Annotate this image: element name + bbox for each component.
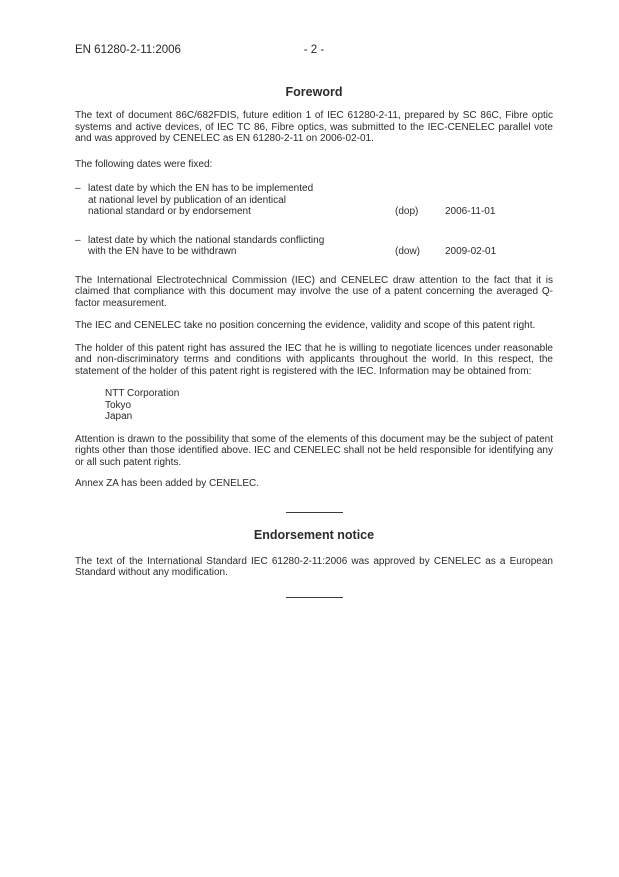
dash-bullet: – (75, 183, 81, 194)
date-item-line: national standard or by endorsement (88, 206, 251, 217)
dop-abbreviation: (dop) (395, 206, 419, 217)
page-content (75, 44, 553, 598)
separator-rule-top (286, 512, 343, 513)
date-item-line: latest date by which the national standards conflicting (88, 234, 325, 246)
patent-claim-paragraph: The International Electrotechnical Commission (IEC) and CENELEC draw attention to the fact that it is claimed that compliance with this document may involve the use of a patent concerning the averaged Q-factor measurement. (75, 274, 553, 309)
patent-position-paragraph: The IEC and CENELEC take no position concerning the evidence, validity and scope of this patent right. (75, 320, 536, 331)
date-item-line: at national level by publication of an identical (88, 194, 286, 206)
attention-paragraph: Attention is drawn to the possibility that some of the elements of this document may be the subject of patent rights other than those identified above. IEC and CENELEC shall not be held responsible for identifying any or all such patent rights. (75, 433, 553, 468)
dop-date: 2006-11-01 (445, 206, 496, 217)
dash-bullet: – (75, 234, 81, 246)
endorsement-body-paragraph: The text of the International Standard IEC 61280-2-11:2006 was approved by CENELEC as a European Standard without any modification. (75, 555, 553, 578)
separator-rule-bottom (286, 597, 343, 598)
dow-abbreviation: (dow) (395, 246, 421, 257)
annex-note: Annex ZA has been added by CENELEC. (75, 478, 260, 489)
page-number: - 2 - (303, 44, 325, 56)
date-item-line: latest date by which the EN has to be implemented (88, 183, 314, 194)
address-line-company: NTT Corporation (105, 388, 180, 399)
address-line-city: Tokyo (105, 399, 132, 411)
date-item-line: with the EN have to be withdrawn (88, 246, 237, 257)
date-item-dop (75, 183, 553, 218)
patent-holder-address (75, 388, 553, 423)
dates-fixed-label: The following dates were fixed: (75, 158, 213, 170)
address-line-country: Japan (105, 411, 133, 422)
foreword-title: Foreword (285, 85, 343, 99)
date-item-dow (75, 235, 553, 258)
endorsement-notice-title: Endorsement notice (253, 527, 375, 542)
patent-holder-paragraph: The holder of this patent right has assured the IEC that he is willing to negotiate licences under reasonable and non-discriminatory terms and conditions with applicants throughout the world. In this respect, the statement of the holder of this patent right is registered with the IEC. Information may be obtained from: (75, 342, 553, 377)
foreword-intro-paragraph: The text of document 86C/682FDIS, future edition 1 of IEC 61280-2-11, prepared by SC 86C, Fibre optic systems and active devices, of IEC TC 86, Fibre optics, was submitted to the IEC-CENELEC parallel vote and was approved by CENELEC as EN 61280-2-11 on 2006-02-01. (75, 110, 553, 144)
document-reference: EN 61280-2-11:2006 (75, 44, 181, 56)
dow-date: 2009-02-01 (445, 246, 497, 257)
page-header (75, 44, 553, 56)
